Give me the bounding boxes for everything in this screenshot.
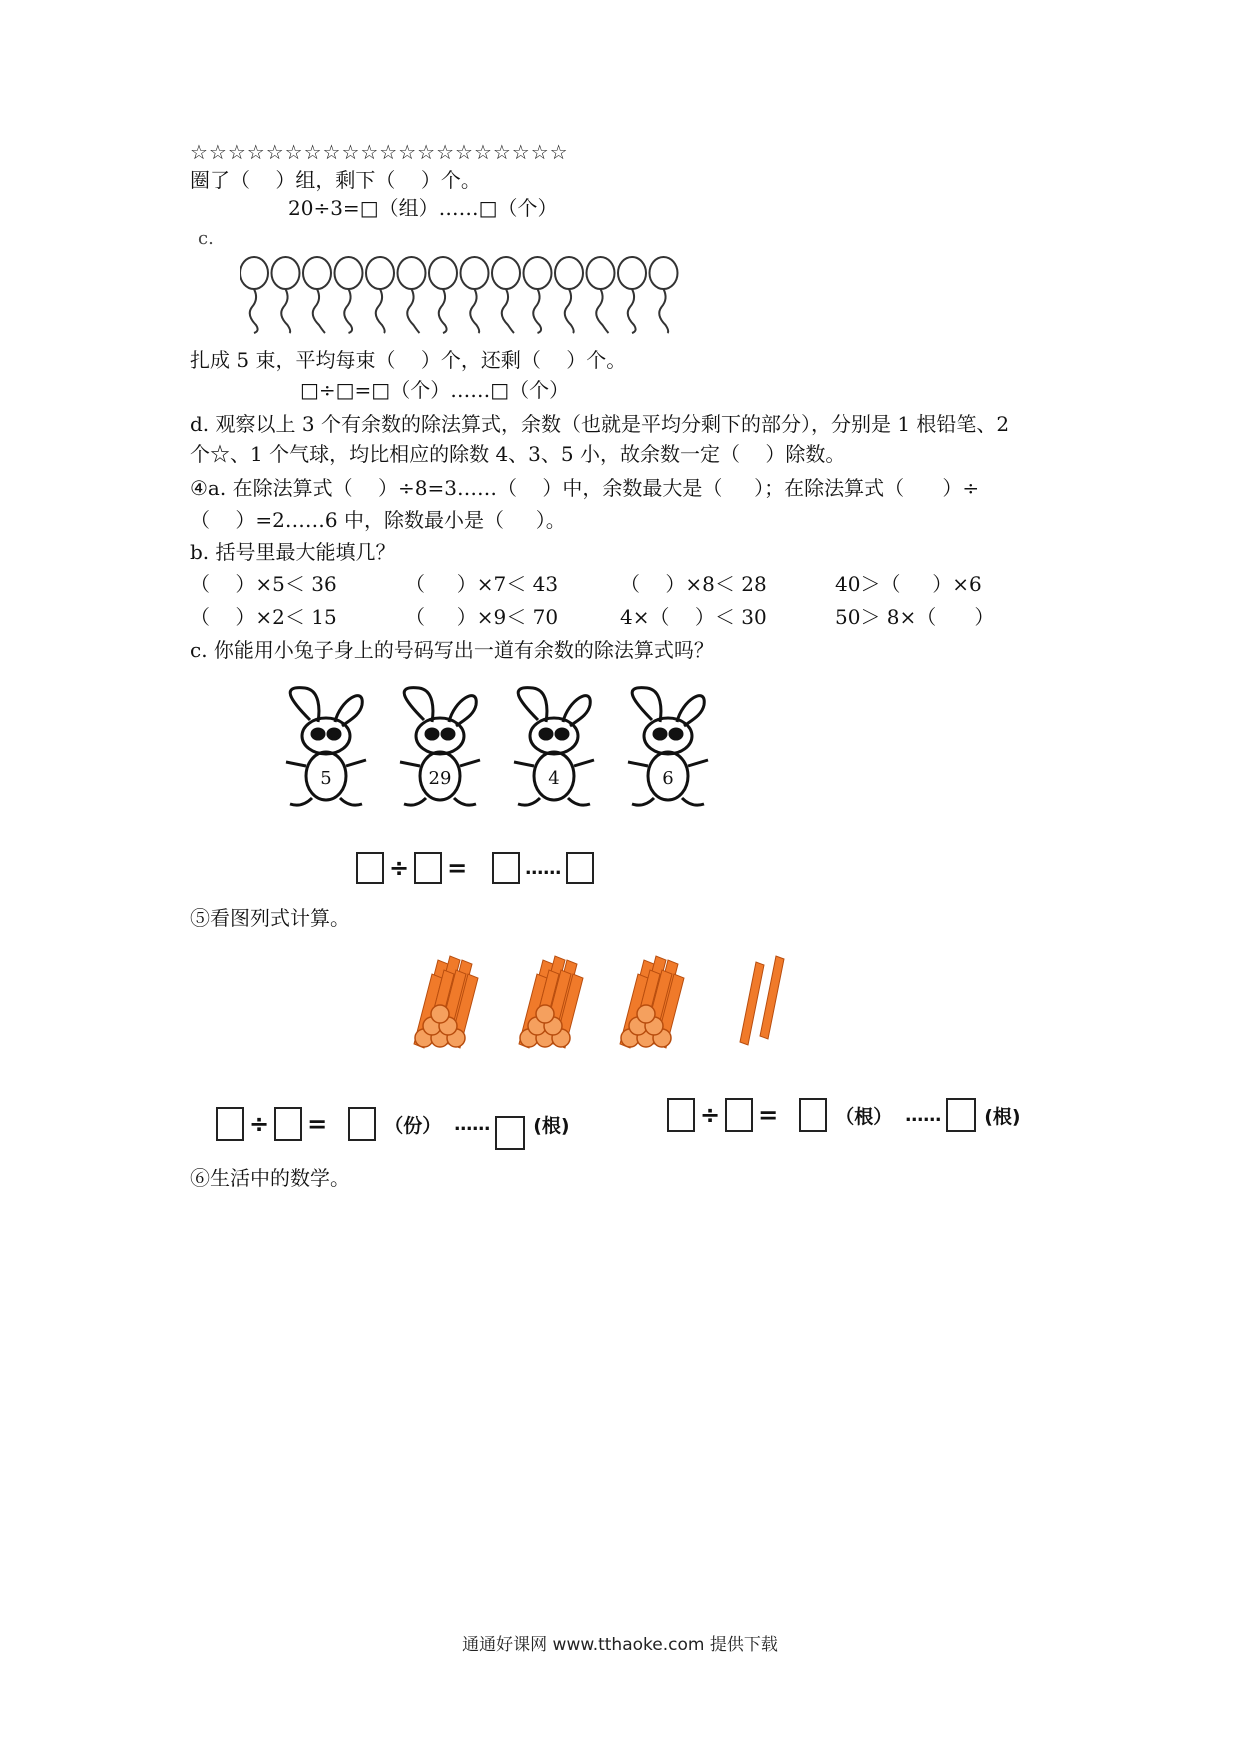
answer-box[interactable]: [667, 1098, 695, 1132]
answer-box[interactable]: [492, 852, 520, 884]
answer-box[interactable]: [216, 1107, 244, 1141]
fill-row-1: [190, 570, 1050, 598]
fill-item: （ ）×2＜ 15: [190, 605, 337, 629]
q5-title: ⑤看图列式计算。: [190, 906, 350, 930]
rabbit-arm: [514, 760, 594, 766]
fill-item: （ ）×5＜ 36: [190, 572, 337, 596]
balloons-equation: □÷□=□（个）……□（个）: [300, 378, 570, 402]
balloon-icon: [272, 257, 300, 289]
rabbit-eye: [312, 729, 324, 739]
stars-row: ☆☆☆☆☆☆☆☆☆☆☆☆☆☆☆☆☆☆☆☆: [190, 140, 569, 164]
right-equation: [667, 1098, 1029, 1132]
balloon-string: [533, 289, 541, 333]
answer-box[interactable]: [946, 1098, 976, 1132]
answer-box[interactable]: [566, 852, 594, 884]
answer-box[interactable]: [274, 1107, 302, 1141]
balloon-string: [439, 289, 447, 333]
rabbit-ear: [404, 688, 433, 722]
fill-row-2: [190, 603, 1050, 631]
balloon-string: [628, 289, 636, 333]
balloon-icon: [461, 257, 489, 289]
equals-sign: =: [307, 1110, 328, 1138]
bunches-question: 扎成 5 束，平均每束（ ）个，还剩（ ）个。: [190, 348, 627, 372]
remainder-dots: ……: [454, 1113, 491, 1135]
divide-sign: ÷: [249, 1110, 270, 1138]
rabbit-icon: [628, 688, 708, 806]
stick-bundle-icon: [620, 956, 684, 1048]
balloon-string: [376, 289, 385, 333]
rabbit-eye: [540, 729, 552, 739]
balloon-icon: [618, 257, 646, 289]
stick-end: [431, 1005, 449, 1023]
rabbit-number: 6: [662, 768, 674, 789]
balloon-icon: [429, 257, 457, 289]
unit-label: （份）: [384, 1114, 442, 1137]
answer-box[interactable]: [414, 852, 442, 884]
balloon-string: [502, 289, 514, 333]
rabbit-ear: [518, 688, 547, 722]
fill-item: 4×（ ）＜ 30: [620, 605, 767, 629]
label-c-balloons: c.: [198, 228, 214, 249]
d-paragraph-line2: 个☆、1 个气球，均比相应的除数 4、3、5 小，故余数一定（ ）除数。: [190, 442, 846, 466]
unit-label: （根）: [835, 1105, 893, 1128]
balloon-icon: [366, 257, 394, 289]
rabbit-head: [644, 718, 692, 754]
fill-item: （ ）×7＜ 43: [405, 572, 559, 596]
divide-sign: ÷: [700, 1101, 721, 1129]
balloon-string: [407, 289, 419, 333]
rabbit-eye: [442, 729, 454, 739]
rabbit-arm: [286, 760, 366, 766]
rabbit-ear: [632, 688, 661, 722]
rabbit-icon: [286, 688, 366, 806]
rabbit-ear: [290, 688, 319, 722]
circle-groups-question: 圈了（ ）组，剩下（ ）个。: [190, 168, 481, 192]
balloons-illustration: [240, 255, 710, 335]
rabbit-head: [302, 718, 350, 754]
answer-box[interactable]: [799, 1098, 827, 1132]
balloon-icon: [240, 257, 268, 289]
balloon-string: [344, 289, 352, 333]
answer-box[interactable]: [725, 1098, 753, 1132]
stick-bundle-icon: [414, 956, 478, 1048]
balloon-string: [659, 289, 668, 333]
balloon-icon: [335, 257, 363, 289]
rabbits-illustration: [268, 680, 738, 820]
rabbit-icon: [400, 688, 480, 806]
stick-bundle-icon: [519, 956, 583, 1048]
rabbit-number: 4: [548, 768, 560, 789]
q4-c-title: c. 你能用小兔子身上的号码写出一道有余数的除法算式吗？: [190, 638, 714, 662]
balloon-string: [281, 289, 290, 333]
rabbit-number: 29: [428, 768, 452, 789]
d-paragraph-line1: d. 观察以上 3 个有余数的除法算式，余数（也就是平均分剩下的部分），分别是 1 根铅笔、2: [190, 412, 1010, 436]
balloon-string: [565, 289, 574, 333]
fill-item: （ ）×9＜ 70: [405, 605, 559, 629]
rabbit-eye: [328, 729, 340, 739]
unit-label: (根): [984, 1105, 1021, 1128]
fill-item: 50＞ 8×（ ）: [835, 605, 995, 629]
rabbit-arm: [400, 760, 480, 766]
rabbit-arm: [628, 760, 708, 766]
balloon-icon: [398, 257, 426, 289]
unit-label: (根): [533, 1114, 570, 1137]
left-equation: [216, 1098, 578, 1150]
rabbit-eye: [556, 729, 568, 739]
equals-sign: =: [758, 1101, 779, 1129]
q6-title: ⑥生活中的数学。: [190, 1166, 350, 1190]
balloon-icon: [555, 257, 583, 289]
stick-end: [536, 1005, 554, 1023]
balloon-icon: [650, 257, 678, 289]
balloon-string: [313, 289, 325, 333]
rabbit-icon: [514, 688, 594, 806]
stars-equation: 20÷3=□（组）……□（个）: [288, 196, 558, 220]
balloon-string: [596, 289, 608, 333]
remainder-dots: ……: [905, 1104, 942, 1126]
q4-a-line1: ④a. 在除法算式（ ）÷8=3……（ ）中，余数最大是（ ）；在除法算式（ ）÷: [190, 476, 980, 500]
balloon-icon: [524, 257, 552, 289]
answer-box[interactable]: [356, 852, 384, 884]
balloon-icon: [587, 257, 615, 289]
balloon-string: [250, 289, 258, 333]
rabbit-head: [530, 718, 578, 754]
equals-sign: =: [447, 854, 468, 882]
rabbit-head: [416, 718, 464, 754]
fill-item: 40＞（ ）×6: [835, 572, 982, 596]
remainder-dots: ……: [525, 857, 562, 879]
rabbit-equation: [356, 852, 594, 884]
fill-item: （ ）×8＜ 28: [620, 572, 767, 596]
rabbit-eye: [654, 729, 666, 739]
balloon-string: [470, 289, 479, 333]
footer-credit: 通通好课网 www.tthaoke.com 提供下载: [462, 1635, 778, 1655]
answer-box[interactable]: [495, 1116, 525, 1150]
q4-a-line2: （ ）=2……6 中，除数最小是（ ）。: [190, 508, 566, 532]
balloon-icon: [303, 257, 331, 289]
stick-end: [637, 1005, 655, 1023]
rabbit-number: 5: [320, 768, 332, 789]
divide-sign: ÷: [389, 854, 410, 882]
sticks-illustration: [400, 950, 840, 1060]
answer-box[interactable]: [348, 1107, 376, 1141]
rabbit-eye: [670, 729, 682, 739]
balloon-icon: [492, 257, 520, 289]
q4-b-title: b. 括号里最大能填几？: [190, 540, 396, 564]
rabbit-eye: [426, 729, 438, 739]
